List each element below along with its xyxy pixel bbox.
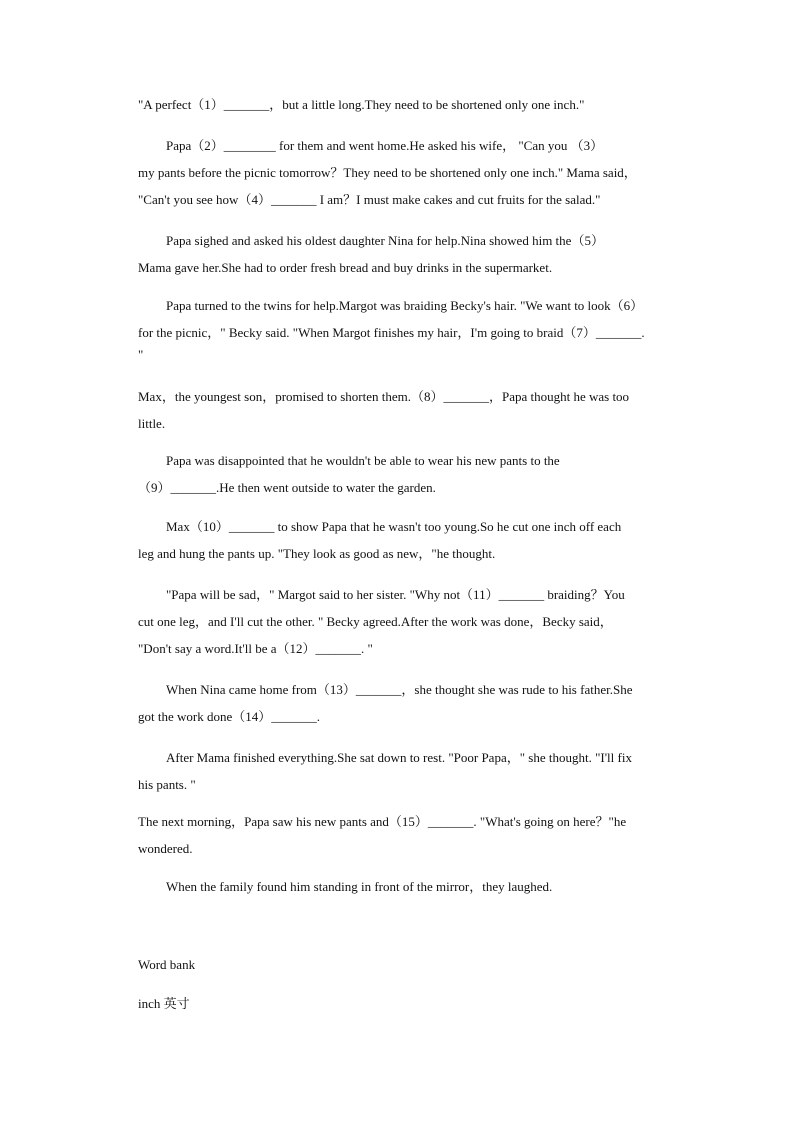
paragraph-line: Papa turned to the twins for help.Margot was braiding Becky's hair. "We want to look（6） — [166, 298, 644, 313]
paragraph-line: leg and hung the pants up. "They look as good as new，"he thought. — [138, 546, 496, 561]
paragraph-line: wondered. — [138, 841, 193, 856]
paragraph-12 — [138, 873, 676, 900]
paragraph-6 — [138, 447, 676, 501]
paragraph-line: "Can't you see how（4）_______ I am？I must make cakes and cut fruits for the salad." — [138, 192, 601, 207]
word-bank-item: inch 英寸 — [138, 996, 190, 1011]
paragraph-line: " — [138, 347, 144, 362]
paragraph-line: Mama gave her.She had to order fresh bread and buy drinks in the supermarket. — [138, 260, 553, 275]
paragraph-2 — [138, 132, 676, 213]
paragraph-9 — [138, 676, 676, 730]
paragraph-line: "Papa will be sad，" Margot said to her sister. "Why not（11）_______ braiding？You — [166, 587, 625, 602]
paragraph-line: Papa sighed and asked his oldest daughter Nina for help.Nina showed him the（5） — [166, 233, 604, 248]
paragraph-3 — [138, 227, 676, 281]
paragraph-line: his pants. " — [138, 777, 196, 792]
word-bank-title: Word bank — [138, 957, 196, 972]
paragraph-line: The next morning，Papa saw his new pants and（15）_______. "What's going on here？"he — [138, 814, 627, 829]
paragraph-line: little. — [138, 416, 166, 431]
paragraph-line: Papa was disappointed that he wouldn't be able to wear his new pants to the — [166, 453, 560, 468]
paragraph-10 — [138, 744, 676, 798]
paragraph-8 — [138, 581, 676, 662]
paragraph-5 — [138, 383, 676, 437]
paragraph-line: When Nina came home from（13）_______，she thought she was rude to his father.She — [166, 682, 633, 697]
paragraph-line: When the family found him standing in front of the mirror，they laughed. — [166, 879, 553, 894]
paragraph-line: After Mama finished everything.She sat down to rest. "Poor Papa，" she thought. "I'll fix — [166, 750, 632, 765]
paragraph-line: Max（10）_______ to show Papa that he wasn't too young.So he cut one inch off each — [166, 519, 622, 534]
paragraph-line: Max，the youngest son，promised to shorten them.（8）_______，Papa thought he was too — [138, 389, 630, 404]
paragraph-line: for the picnic，" Becky said. "When Margot finishes my hair，I'm going to braid（7）_______. — [138, 325, 645, 340]
paragraph-7 — [138, 513, 676, 567]
paragraph-line: （9）_______.He then went outside to water the garden. — [138, 480, 436, 495]
paragraph-line: "Don't say a word.It'll be a（12）_______. " — [138, 641, 373, 656]
paragraph-11 — [138, 808, 676, 862]
paragraph-line: got the work done（14）_______. — [138, 709, 320, 724]
paragraph-line: my pants before the picnic tomorrow？They need to be shortened only one inch." Mama said， — [138, 165, 637, 180]
paragraph-line: "A perfect（1）_______，but a little long.They need to be shortened only one inch." — [138, 97, 585, 112]
paragraph-1 — [138, 91, 676, 118]
paragraph-line: cut one leg，and I'll cut the other. " Becky agreed.After the work was done，Becky said， — [138, 614, 613, 629]
paragraph-4 — [138, 292, 676, 364]
paragraph-line: Papa（2）________ for them and went home.He asked his wife， "Can you （3） — [166, 138, 604, 153]
